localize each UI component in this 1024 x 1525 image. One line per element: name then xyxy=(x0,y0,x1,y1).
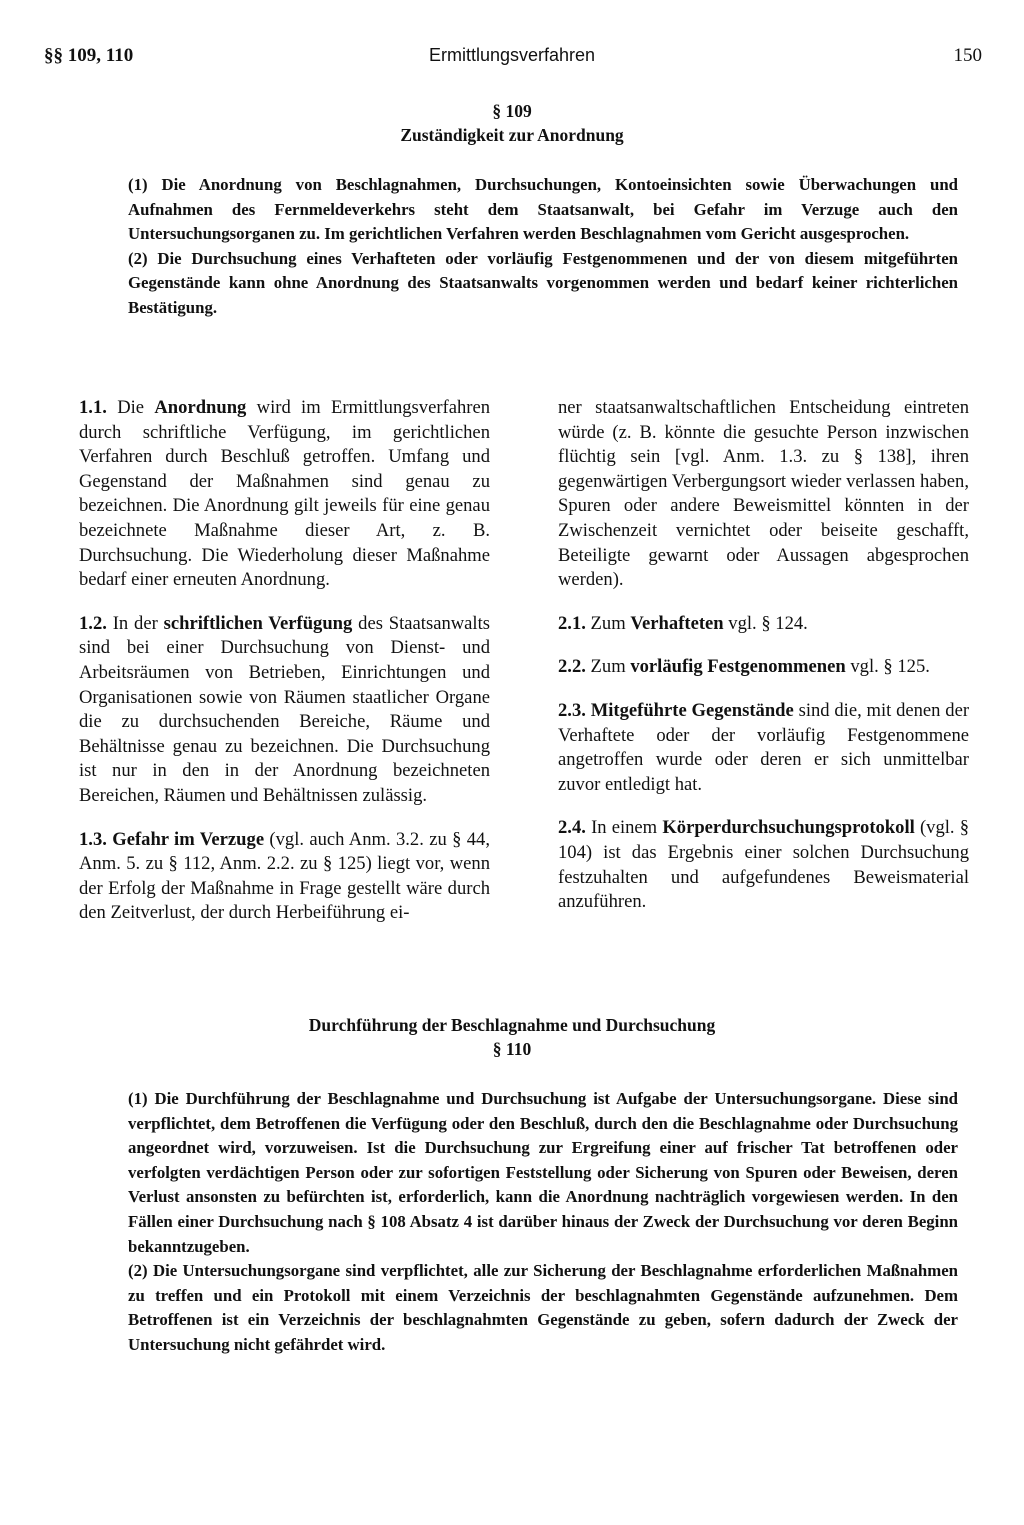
annotation xyxy=(558,655,969,680)
annotation-number: 1.2. xyxy=(79,612,107,634)
section-110-text xyxy=(128,1087,958,1358)
section-109-number: § 109 xyxy=(492,101,532,121)
section-110-number: § 110 xyxy=(492,1039,532,1059)
section-109-para-2: (2) Die Durchsuchung eines Verhafteten oder vorläufig Festgenommenen und der von diesem mitgeführten Gegenstände kann ohne Anordnung des Staatsanwalts vorgenommen werden und bedarf keiner richterlichen Bestätigung. xyxy=(128,248,958,317)
annotation-number: 2.2. xyxy=(558,656,586,678)
annotation-keyword: vorläufig Festgenommenen xyxy=(630,656,846,678)
annotation-text: sind die, mit denen der Verhaftete oder der vorläufig Festgenommene angetroffen wurde oder deren er sich unmittelbar zuvor entledigt hat. xyxy=(558,699,970,795)
section-110-para-2: (2) Die Untersuchungsorgane sind verpflichtet, alle zur Sicherung der Beschlagnahme erforderlichen Maßnahmen zu treffen und ein Protokoll mit einem Verzeichnis der beschlagnahmten Gegenstände aufzunehmen. Dem Betroffenen ist ein Verzeichnis der beschlagnahmten Gegenstände zu geben, sofern dadurch der Zweck der Untersuchung nicht gefährdet wird. xyxy=(128,1261,958,1354)
annotation xyxy=(79,828,490,926)
annotation-lead: In der xyxy=(112,612,158,634)
annotation-lead: Zum xyxy=(590,656,626,678)
annotation-continued: ner staatsanwaltschaftlichen Entscheidung eintreten würde (z. B. könnte die gesuchte Person inzwischen flüchtig sein [vgl. Anm. 1.3. zu § 138], ihren gegenwärtigen Verbergungsort wieder verlassen haben, Spuren oder andere Beweismittel könnten in der Zwischenzeit vernichtet oder beiseite geschafft, Beteiligte gewarnt oder Aussagen abgesprochen werden). xyxy=(558,397,969,591)
annotation-number: 1.1. xyxy=(79,397,107,418)
annotations-left-column xyxy=(79,396,490,945)
annotation-text: vgl. § 125. xyxy=(850,656,930,678)
annotation-keyword: Gefahr im Verzuge xyxy=(112,828,265,850)
page-number: 150 xyxy=(953,45,982,66)
annotation-keyword: Verhafteten xyxy=(630,612,724,634)
section-109-title: Zuständigkeit zur Anordnung xyxy=(400,125,624,145)
annotation-number: 2.1. xyxy=(558,612,586,634)
annotation-text: vgl. § 124. xyxy=(728,612,808,634)
annotation xyxy=(79,396,490,593)
section-110-para-1: (1) Die Durchführung der Beschlagnahme und Durchsuchung ist Aufgabe der Untersuchungsorgane. Diese sind verpflichtet, dem Betroffenen die Verfügung oder den Beschluß, durch den die Beschlagnahme oder Durchsuchung angeordnet wird, vorzuweisen. Ist die Durchsuchung zur Ergreifung einer auf frischer Tat betroffenen oder verfolgten verdächtigen Person oder zur sofortigen Feststellung oder Sicherung von Spuren oder Beweisen, deren Verlust ansonsten zu befürchten ist, erforderlich, kann die Anordnung nachträglich vorgewiesen werden. In den Fällen einer Durchsuchung nach § 108 Absatz 4 ist darüber hinaus der Zweck der Durchsuchung vor deren Beginn bekanntzugeben. xyxy=(128,1089,958,1256)
annotations-right-column xyxy=(558,396,969,934)
annotation xyxy=(558,699,969,797)
annotation-number: 2.4. xyxy=(558,817,586,839)
annotation-number: 1.3. xyxy=(79,828,107,850)
annotation xyxy=(558,816,969,914)
running-head: Ermittlungsverfahren xyxy=(428,45,596,65)
section-109-text xyxy=(128,173,958,321)
annotation-keyword: Körperdurchsuchungsprotokoll xyxy=(662,817,915,839)
section-109-para-1: (1) Die Anordnung von Beschlagnahmen, Durchsuchungen, Kontoeinsichten sowie Überwachungen und Aufnahmen des Fernmeldeverkehrs steht dem Staatsanwalt, bei Gefahr im Verzuge auch den Untersuchungsorganen zu. Im gerichtlichen Verfahren werden Beschlagnahmen vom Gericht ausgesprochen. xyxy=(128,175,958,244)
annotation-lead: Zum xyxy=(590,612,626,634)
annotation-keyword: Anordnung xyxy=(154,397,247,418)
annotation-keyword: Mitgeführte Gegenstände xyxy=(590,699,794,721)
annotation-keyword: schriftlichen Verfügung xyxy=(163,612,353,634)
annotation-text: (vgl. auch Anm. 3.2. zu § 44, Anm. 5. zu § 112, Anm. 2.2. zu § 125) liegt vor, wenn der Erfolg der Maßnahme in Frage gestellt wäre durch den Zeitverlust, der durch Herbeiführung ei- xyxy=(79,828,490,924)
annotation-lead: In einem xyxy=(591,817,658,839)
annotation-text: (vgl. § 104) ist das Ergebnis einer solchen Durchsuchung festzuhalten und aufgefundenes Beweismaterial anzuführen. xyxy=(558,817,970,913)
annotation-text: wird im Ermittlungsverfahren durch schriftliche Verfügung, im gerichtlichen Verfahren durch Beschluß getroffen. Umfang und Gegenstand der Maßnahmen sind genau zu bezeichnen. Die Anordnung gilt jeweils für eine genau bezeichnete Maßnahme dieser Art, z. B. Durchsuchung. Die Wiederholung dieser Maßnahme bedarf einer erneuten Anordnung. xyxy=(79,397,491,591)
annotation-number: 2.3. xyxy=(558,699,586,721)
annotation-lead: Die xyxy=(117,397,145,418)
annotation xyxy=(558,612,969,637)
annotation-text: des Staatsanwalts sind bei einer Durchsuchung von Dienst- und Arbeitsräumen von Betrieben, Einrichtungen und Organisationen sowie von Räumen staatlicher Organe die zu durchsuchenden Bereiche, Räume und Behältnisse genau zu bezeichnen. Die Durchsuchung ist nur in den in der Anordnung bezeichneten Bereichen, Räumen und Behältnissen zulässig. xyxy=(79,612,491,806)
section-110-title: Durchführung der Beschlagnahme und Durchsuchung xyxy=(308,1015,716,1035)
section-range: §§ 109, 110 xyxy=(44,45,134,66)
annotation xyxy=(79,612,490,809)
